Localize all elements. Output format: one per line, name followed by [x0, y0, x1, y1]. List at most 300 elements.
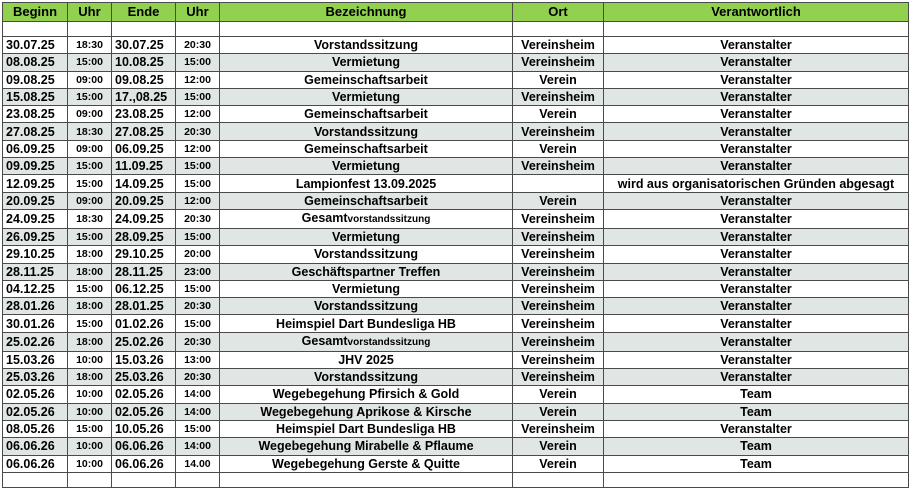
- ort-cell: [513, 438, 604, 455]
- verantwortlich-cell-text: Veranstalter: [720, 282, 792, 296]
- ende-cell: [112, 246, 176, 263]
- bezeichnung-cell-text: Wegebegehung Gerste & Quitte: [272, 456, 460, 471]
- ort-cell: [513, 315, 604, 332]
- bezeichnung-cell: [220, 123, 513, 140]
- ende-cell-text: 11.09.25: [115, 159, 163, 174]
- table-row: [3, 71, 909, 88]
- bezeichnung-cell-text: Lampionfest 13.09.2025: [295, 176, 437, 191]
- ort-cell-text: Vereinsheim: [521, 334, 595, 349]
- ende-cell-text: 06.06.26: [115, 456, 164, 471]
- bezeichnung-cell: [220, 298, 513, 315]
- beginn-cell-text: 02.05.26: [6, 404, 55, 419]
- verantwortlich-cell: [604, 315, 909, 332]
- beginn-cell-text: 30.01.26: [6, 316, 55, 331]
- ort-cell: [513, 175, 604, 192]
- ende-cell-text: 02.05.26: [115, 387, 164, 402]
- beginn-cell-text: 24.09.25: [6, 211, 55, 226]
- uhr-start-cell-text: 10:00: [76, 457, 103, 470]
- uhr-start-cell: [68, 298, 112, 315]
- uhr-start-cell-text: 10:00: [76, 440, 103, 453]
- table-row: [3, 386, 909, 403]
- uhr-end-cell: [176, 332, 220, 351]
- uhr-end-cell: [176, 158, 220, 175]
- uhr-end-cell: [176, 71, 220, 88]
- ende-cell: [112, 88, 176, 105]
- ort-cell-text: Vereinsheim: [521, 211, 595, 226]
- uhr-start-cell-text: 18:30: [76, 125, 103, 138]
- uhr-end-cell-text: 20:30: [184, 39, 211, 52]
- uhr-end-cell: [176, 369, 220, 386]
- ende-cell: [112, 228, 176, 245]
- beginn-cell: [3, 106, 68, 123]
- header-ort: Ort: [513, 3, 604, 22]
- uhr-start-cell: [68, 228, 112, 245]
- uhr-start-cell-text: 15:00: [76, 423, 103, 436]
- bezeichnung-cell: [220, 263, 513, 280]
- verantwortlich-cell: [604, 263, 909, 280]
- header-uhr-end: Uhr: [176, 3, 220, 22]
- beginn-cell: [3, 263, 68, 280]
- verantwortlich-cell: [604, 420, 909, 437]
- ende-cell-text: 06.12.25: [115, 282, 164, 296]
- empty-cell: [513, 472, 604, 487]
- uhr-end-cell-text: 20:30: [184, 300, 211, 313]
- beginn-cell: [3, 351, 68, 368]
- verantwortlich-cell: [604, 280, 909, 297]
- beginn-cell: [3, 54, 68, 71]
- uhr-end-cell: [176, 263, 220, 280]
- table-row: [3, 37, 909, 54]
- ort-cell: [513, 88, 604, 105]
- ende-cell: [112, 280, 176, 297]
- ende-cell-text: 24.09.25: [115, 211, 164, 226]
- uhr-start-cell-text: 18:30: [76, 39, 103, 52]
- ort-cell-text: Vereinsheim: [521, 247, 595, 262]
- ort-cell-text: Verein: [539, 404, 577, 419]
- bezeichnung-cell: [220, 369, 513, 386]
- uhr-start-cell: [68, 140, 112, 157]
- verantwortlich-cell-text: Veranstalter: [720, 230, 792, 245]
- verantwortlich-cell: [604, 438, 909, 455]
- beginn-cell-text: 20.09.25: [6, 193, 55, 208]
- ort-cell: [513, 209, 604, 228]
- uhr-start-cell: [68, 54, 112, 71]
- uhr-start-cell-text: 10:00: [76, 353, 103, 366]
- uhr-end-cell: [176, 315, 220, 332]
- table-row: [3, 263, 909, 280]
- ort-cell: [513, 37, 604, 54]
- uhr-start-cell-text: 18:30: [76, 212, 103, 225]
- ende-cell: [112, 158, 176, 175]
- verantwortlich-cell: [604, 158, 909, 175]
- beginn-cell-text: 15.03.26: [6, 352, 55, 367]
- ende-cell: [112, 140, 176, 157]
- empty-cell: [112, 22, 176, 37]
- ort-cell-text: Vereinsheim: [521, 124, 595, 139]
- bezeichnung-cell-text: Vermietung: [331, 282, 401, 296]
- ende-cell-text: 25.02.26: [115, 334, 164, 349]
- ort-cell: [513, 263, 604, 280]
- bezeichnung-cell-text: Heimspiel Dart Bundesliga HB: [276, 316, 456, 331]
- ort-cell: [513, 140, 604, 157]
- bezeichnung-cell-text: Gemeinschaftsarbeit: [304, 107, 428, 122]
- ort-cell: [513, 228, 604, 245]
- bezeichnung-cell-text: Vorstandssitzung: [314, 124, 418, 139]
- verantwortlich-cell: [604, 298, 909, 315]
- ende-cell: [112, 403, 176, 420]
- table-row: [3, 403, 909, 420]
- beginn-cell-text: 25.03.26: [6, 370, 55, 385]
- uhr-end-cell: [176, 209, 220, 228]
- uhr-start-cell: [68, 106, 112, 123]
- uhr-start-cell: [68, 315, 112, 332]
- beginn-cell-text: 06.09.25: [6, 141, 55, 156]
- empty-cell: [176, 472, 220, 487]
- header-ende: Ende: [112, 3, 176, 22]
- bezeichnung-cell-text: Vorstandssitzung: [314, 299, 418, 314]
- verantwortlich-cell: [604, 369, 909, 386]
- bezeichnung-cell-text: Vorstandssitzung: [314, 370, 418, 385]
- beginn-cell-text: 12.09.25: [6, 176, 55, 191]
- empty-cell: [220, 22, 513, 37]
- bezeichnung-cell-text: Wegebegehung Pfirsich & Gold: [272, 387, 460, 402]
- verantwortlich-cell: [604, 455, 909, 472]
- bezeichnung-cell: [220, 280, 513, 297]
- ende-cell-text: 28.09.25: [115, 230, 164, 245]
- uhr-end-cell-text: 15:00: [184, 317, 211, 330]
- ort-cell: [513, 71, 604, 88]
- ort-cell: [513, 351, 604, 368]
- uhr-end-cell-text: 20:30: [184, 371, 211, 384]
- bezeichnung-cell: [220, 175, 513, 192]
- uhr-end-cell: [176, 54, 220, 71]
- uhr-end-cell-text: 15:00: [184, 160, 211, 173]
- ort-cell-text: Verein: [539, 456, 577, 471]
- uhr-start-cell-text: 15:00: [76, 177, 103, 190]
- uhr-start-cell: [68, 263, 112, 280]
- ende-cell: [112, 386, 176, 403]
- uhr-end-cell: [176, 88, 220, 105]
- table-row: [3, 175, 909, 192]
- table-row: [3, 123, 909, 140]
- empty-cell: [220, 472, 513, 487]
- beginn-cell-text: 02.05.26: [6, 387, 55, 402]
- uhr-end-cell: [176, 386, 220, 403]
- uhr-start-cell: [68, 209, 112, 228]
- bezeichnung-cell: [220, 315, 513, 332]
- ende-cell: [112, 192, 176, 209]
- table-row: [3, 369, 909, 386]
- uhr-start-cell: [68, 403, 112, 420]
- uhr-start-cell: [68, 351, 112, 368]
- uhr-start-cell-text: 15:00: [76, 56, 103, 69]
- bezeichnung-cell: [220, 140, 513, 157]
- verantwortlich-cell-text: Veranstalter: [720, 264, 792, 279]
- verantwortlich-cell: [604, 403, 909, 420]
- bezeichnung-cell-text: Wegebegehung Mirabelle & Pflaume: [258, 439, 474, 454]
- verantwortlich-cell-text: Veranstalter: [720, 299, 792, 314]
- ort-cell-text: Verein: [539, 141, 577, 156]
- bezeichnung-cell: [220, 455, 513, 472]
- bezeichnung-cell: [220, 37, 513, 54]
- header-verantwortlich: Verantwortlich: [604, 3, 909, 22]
- uhr-start-cell-text: 15:00: [76, 231, 103, 244]
- bezeichnung-cell: [220, 403, 513, 420]
- ende-cell: [112, 106, 176, 123]
- ende-cell: [112, 71, 176, 88]
- beginn-cell: [3, 420, 68, 437]
- event-table: [2, 2, 909, 488]
- bezeichnung-cell: [220, 158, 513, 175]
- beginn-cell: [3, 403, 68, 420]
- ort-cell: [513, 192, 604, 209]
- beginn-cell: [3, 228, 68, 245]
- uhr-end-cell-text: 14:00: [184, 405, 211, 418]
- uhr-end-cell-text: 14:00: [184, 388, 211, 401]
- uhr-end-cell: [176, 420, 220, 437]
- bezeichnung-cell-text: JHV 2025: [338, 352, 394, 367]
- ort-cell-text: Vereinsheim: [521, 299, 595, 314]
- ort-cell: [513, 420, 604, 437]
- beginn-cell: [3, 123, 68, 140]
- ende-cell-text: 27.08.25: [115, 124, 164, 139]
- table-row: [3, 438, 909, 455]
- uhr-start-cell: [68, 123, 112, 140]
- header-row: [3, 3, 909, 22]
- ende-cell: [112, 455, 176, 472]
- verantwortlich-cell-text: Veranstalter: [720, 211, 792, 226]
- bezeichnung-cell: [220, 420, 513, 437]
- beginn-cell: [3, 158, 68, 175]
- table-row: [3, 106, 909, 123]
- uhr-end-cell: [176, 228, 220, 245]
- uhr-end-cell: [176, 298, 220, 315]
- table-row: [3, 280, 909, 297]
- ende-cell: [112, 123, 176, 140]
- uhr-start-cell-text: 15:00: [76, 317, 103, 330]
- beginn-cell: [3, 175, 68, 192]
- beginn-cell-text: 06.06.26: [6, 439, 55, 454]
- verantwortlich-cell-text: Veranstalter: [720, 107, 792, 122]
- ende-cell: [112, 351, 176, 368]
- beginn-cell: [3, 298, 68, 315]
- uhr-end-cell-text: 20:00: [184, 248, 211, 261]
- ort-cell-text: Verein: [539, 193, 577, 208]
- uhr-start-cell-text: 10:00: [76, 388, 103, 401]
- bezeichnung-cell: [220, 54, 513, 71]
- ort-cell: [513, 369, 604, 386]
- uhr-end-cell: [176, 280, 220, 297]
- ort-cell-text: Vereinsheim: [521, 159, 595, 174]
- beginn-cell-text: 09.08.25: [6, 72, 55, 87]
- beginn-cell-text: 29.10.25: [6, 247, 55, 262]
- verantwortlich-cell-text: Veranstalter: [720, 38, 792, 53]
- bezeichnung-cell: [220, 88, 513, 105]
- beginn-cell: [3, 140, 68, 157]
- bezeichnung-cell-text: Heimspiel Dart Bundesliga HB: [276, 422, 456, 437]
- table-row: [3, 209, 909, 228]
- uhr-end-cell: [176, 123, 220, 140]
- empty-cell: [68, 472, 112, 487]
- verantwortlich-cell-text: Veranstalter: [720, 55, 792, 70]
- verantwortlich-cell-text: Veranstalter: [720, 90, 792, 105]
- ende-cell-text: 15.03.26: [115, 352, 164, 367]
- verantwortlich-cell-text: Veranstalter: [720, 72, 792, 87]
- ende-cell-text: 09.08.25: [115, 72, 164, 87]
- ort-cell-text: Vereinsheim: [521, 370, 595, 385]
- ort-cell: [513, 123, 604, 140]
- uhr-start-cell-text: 18:00: [76, 248, 103, 261]
- bezeichnung-cell: [220, 209, 513, 228]
- table-row: [3, 332, 909, 351]
- bezeichnung-cell-text: Gemeinschaftsarbeit: [304, 141, 428, 156]
- uhr-start-cell-text: 09:00: [76, 142, 103, 155]
- uhr-end-cell-text: 13:00: [184, 353, 211, 366]
- ende-cell-text: 10.08.25: [115, 55, 164, 70]
- ende-cell: [112, 315, 176, 332]
- verantwortlich-cell: [604, 106, 909, 123]
- ort-cell-text: Verein: [539, 107, 577, 122]
- ende-cell-text: 06.09.25: [115, 141, 164, 156]
- empty-cell: [68, 22, 112, 37]
- ort-cell: [513, 386, 604, 403]
- ort-cell: [513, 54, 604, 71]
- beginn-cell-text: 30.07.25: [6, 38, 55, 53]
- bezeichnung-cell: [220, 106, 513, 123]
- bezeichnung-cell-text: Vorstandssitzung: [314, 38, 418, 53]
- bezeichnung-cell-text: Gemeinschaftsarbeit: [304, 193, 428, 208]
- uhr-start-cell-text: 18:00: [76, 265, 103, 278]
- bezeichnung-cell: [220, 351, 513, 368]
- bezeichnung-cell: [220, 71, 513, 88]
- ende-cell: [112, 332, 176, 351]
- beginn-cell: [3, 88, 68, 105]
- verantwortlich-cell: [604, 71, 909, 88]
- ort-cell-text: Vereinsheim: [521, 38, 595, 53]
- uhr-end-cell: [176, 37, 220, 54]
- bezeichnung-cell: [220, 386, 513, 403]
- ende-cell: [112, 54, 176, 71]
- uhr-start-cell-text: 09:00: [76, 194, 103, 207]
- verantwortlich-cell: [604, 332, 909, 351]
- table-row: [3, 298, 909, 315]
- uhr-end-cell-text: 12:00: [184, 73, 211, 86]
- uhr-start-cell-text: 15:00: [76, 283, 103, 295]
- ort-cell: [513, 106, 604, 123]
- uhr-end-cell: [176, 438, 220, 455]
- empty-cell: [176, 22, 220, 37]
- ort-cell-text: Verein: [539, 72, 577, 87]
- uhr-start-cell: [68, 420, 112, 437]
- ort-cell: [513, 298, 604, 315]
- empty-cell: [112, 472, 176, 487]
- uhr-end-cell-text: 15:00: [184, 231, 211, 244]
- ort-cell: [513, 280, 604, 297]
- bezeichnung-cell-text: Gesamt: [301, 333, 348, 348]
- beginn-cell-text: 28.11.25: [6, 264, 54, 279]
- table-row: [3, 420, 909, 437]
- uhr-start-cell: [68, 280, 112, 297]
- verantwortlich-cell: [604, 37, 909, 54]
- header-bezeichnung: Bezeichnung: [220, 3, 513, 22]
- ende-cell: [112, 420, 176, 437]
- uhr-start-cell-text: 15:00: [76, 91, 103, 104]
- ende-cell-text: 01.02.26: [115, 316, 164, 331]
- beginn-cell-text: 08.08.25: [6, 55, 55, 70]
- uhr-end-cell-text: 15:00: [184, 177, 211, 190]
- verantwortlich-cell-text: Veranstalter: [720, 247, 792, 262]
- beginn-cell-text: 28.01.26: [6, 299, 55, 314]
- uhr-start-cell: [68, 158, 112, 175]
- verantwortlich-cell: [604, 88, 909, 105]
- uhr-end-cell-text: 20:30: [184, 125, 211, 138]
- ende-cell-text: 06.06.26: [115, 439, 164, 454]
- uhr-end-cell: [176, 140, 220, 157]
- bezeichnung-cell-text: Geschäftspartner Treffen: [291, 264, 441, 279]
- ende-cell: [112, 175, 176, 192]
- ort-cell-text: Vereinsheim: [521, 352, 595, 367]
- uhr-end-cell: [176, 246, 220, 263]
- ende-cell-text: 20.09.25: [115, 193, 164, 208]
- empty-row: [3, 472, 909, 487]
- uhr-end-cell-text: 12:00: [184, 194, 211, 207]
- uhr-start-cell-text: 15:00: [76, 160, 103, 173]
- uhr-end-cell-text: 15:00: [184, 423, 211, 436]
- verantwortlich-cell-text: Team: [740, 456, 772, 471]
- verantwortlich-cell-text: Veranstalter: [720, 124, 792, 139]
- ort-cell-text: Vereinsheim: [521, 264, 595, 279]
- empty-cell: [3, 472, 68, 487]
- uhr-end-cell: [176, 175, 220, 192]
- table-row: [3, 228, 909, 245]
- table-row: [3, 246, 909, 263]
- beginn-cell: [3, 315, 68, 332]
- uhr-start-cell: [68, 386, 112, 403]
- verantwortlich-cell-text: wird aus organisatorischen Gründen abgesagt: [617, 176, 895, 191]
- ende-cell-text: 17.,08.25: [115, 90, 168, 105]
- uhr-end-cell: [176, 351, 220, 368]
- verantwortlich-cell: [604, 246, 909, 263]
- ende-cell: [112, 209, 176, 228]
- verantwortlich-cell: [604, 175, 909, 192]
- uhr-start-cell: [68, 192, 112, 209]
- beginn-cell: [3, 455, 68, 472]
- ende-cell: [112, 369, 176, 386]
- verantwortlich-cell-text: Team: [740, 387, 772, 402]
- uhr-end-cell-text: 12:00: [184, 142, 211, 155]
- verantwortlich-cell: [604, 192, 909, 209]
- bezeichnung-cell-text: Vorstandssitzung: [314, 247, 418, 262]
- beginn-cell-text: 06.06.26: [6, 456, 55, 471]
- uhr-end-cell: [176, 455, 220, 472]
- verantwortlich-cell: [604, 386, 909, 403]
- beginn-cell-text: 15.08.25: [6, 90, 55, 105]
- uhr-start-cell: [68, 455, 112, 472]
- verantwortlich-cell-text: Veranstalter: [720, 316, 792, 331]
- ort-cell-text: Vereinsheim: [521, 282, 595, 296]
- ort-cell: [513, 158, 604, 175]
- uhr-end-cell: [176, 106, 220, 123]
- uhr-start-cell: [68, 175, 112, 192]
- bezeichnung-cell: [220, 332, 513, 351]
- beginn-cell-text: 25.02.26: [6, 334, 55, 349]
- verantwortlich-cell-text: Veranstalter: [720, 422, 792, 437]
- empty-row: [3, 22, 909, 37]
- table-row: [3, 140, 909, 157]
- beginn-cell-text: 09.09.25: [6, 159, 55, 174]
- verantwortlich-cell-text: Team: [740, 404, 772, 419]
- ende-cell: [112, 263, 176, 280]
